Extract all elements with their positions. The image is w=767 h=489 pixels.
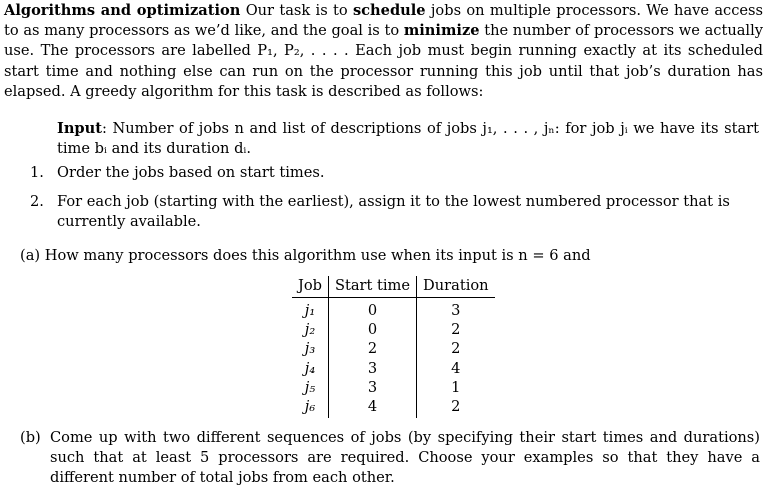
job-cell: j₃ [304, 340, 316, 358]
table-row [292, 298, 495, 321]
duration-cell: 2 [417, 397, 495, 418]
question-b [20, 428, 760, 489]
start-cell: 3 [328, 378, 416, 397]
intro-text-1: Our task is to [240, 2, 353, 19]
table-row [292, 359, 495, 378]
algorithm-steps [30, 163, 759, 242]
duration-cell: 2 [417, 320, 495, 339]
section-heading: Algorithms and optimization [4, 2, 241, 19]
input-text: : Number of jobs n and list of descriptions of jobs j₁, . . . , jₙ: for job jᵢ we have its start time bᵢ and its duration dᵢ. [57, 120, 759, 158]
job-cell: j₆ [304, 398, 316, 416]
table-header-row [292, 276, 495, 298]
job-cell: j₁ [304, 302, 316, 319]
duration-cell: 1 [417, 378, 495, 397]
intro-paragraph [4, 1, 763, 102]
header-job: Job [292, 276, 328, 298]
job-cell: j₄ [304, 359, 316, 377]
step-item [30, 163, 759, 183]
question-b-text: Come up with two different sequences of jobs (by specifying their start times and durations) such that at least 5 processors are required. Choose your examples so that they have a different number of total jobs from each other. [50, 429, 760, 487]
intro-text-2: jobs on multiple processors. We have access to as many processors as we’d like, and the goal is to [4, 2, 763, 40]
job-cell: j₅ [304, 378, 316, 396]
step-text: For each job (starting with the earliest), assign it to the lowest numbered processor that is currently available. [57, 193, 730, 231]
jobs-table [292, 276, 495, 418]
table-row [292, 339, 495, 358]
input-label: Input [57, 120, 102, 137]
intro-text-3: the number of processors we actually use. The processors are labelled P₁, P₂, . . . . Each job must begin running exactly at its scheduled start time and nothing else can run on the processor running this job until that job’s duration has elapsed. A greedy algorithm for this task is described as follows: [4, 22, 764, 100]
start-cell: 0 [328, 320, 416, 339]
table-row [292, 378, 495, 397]
input-description [57, 119, 759, 159]
duration-cell: 2 [417, 339, 495, 358]
start-cell: 2 [328, 339, 416, 358]
duration-cell: 4 [417, 359, 495, 378]
job-cell: j₂ [304, 321, 316, 339]
keyword-schedule: schedule [352, 2, 426, 19]
start-cell: 4 [328, 397, 416, 418]
step-item [30, 192, 759, 232]
start-cell: 0 [328, 298, 416, 321]
step-number: 2. [30, 193, 44, 211]
header-duration: Duration [417, 276, 495, 298]
start-cell: 3 [328, 359, 416, 378]
step-text: Order the jobs based on start times. [57, 164, 325, 181]
table-row [292, 397, 495, 418]
table-row [292, 320, 495, 339]
question-b-label: (b) [20, 429, 41, 446]
step-number: 1. [30, 164, 44, 181]
header-start-time: Start time [328, 276, 416, 298]
duration-cell: 3 [417, 298, 495, 321]
keyword-minimize: minimize [403, 22, 480, 40]
question-a: (a) How many processors does this algorithm use when its input is n = 6 and [20, 247, 591, 264]
